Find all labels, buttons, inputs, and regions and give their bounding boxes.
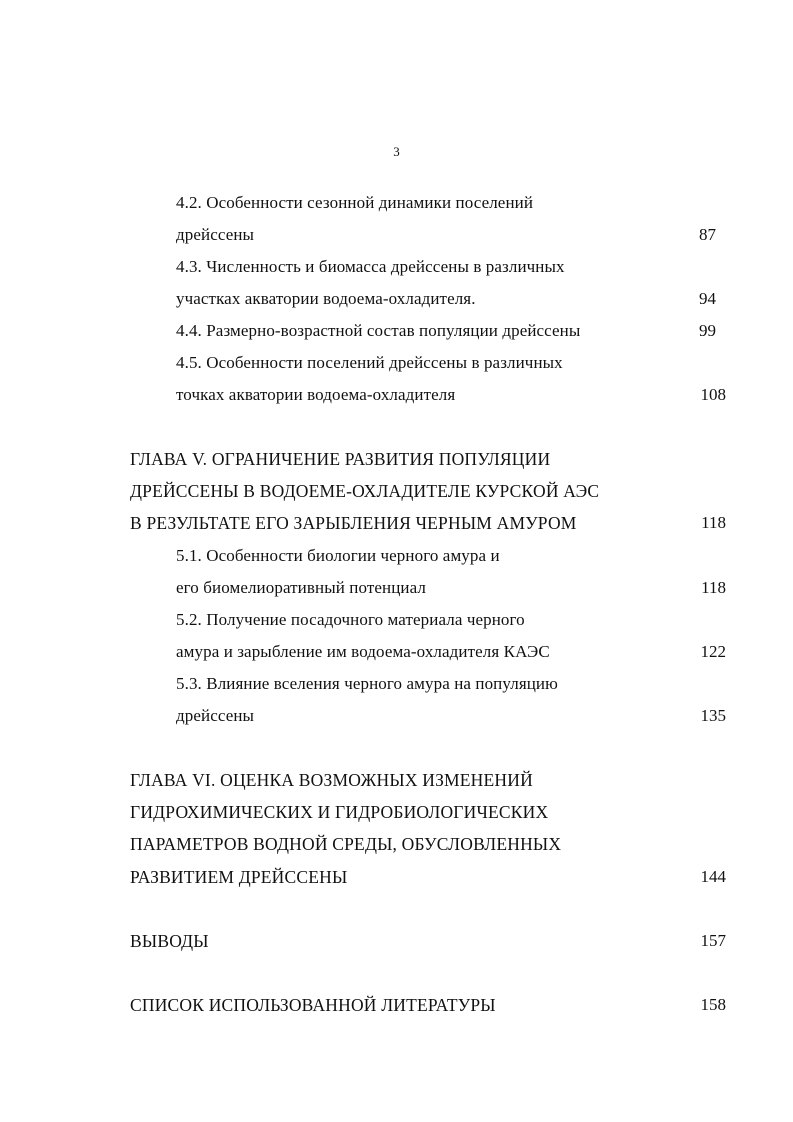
toc-entry-4-3-line1: 4.3. Численность и биомасса дрейссены в различных [176,257,565,276]
toc-chapter-5-line3: В РЕЗУЛЬТАТЕ ЕГО ЗАРЫБЛЕНИЯ ЧЕРНЫМ АМУРОМ [130,513,577,533]
toc-chapter-6-line4: РАЗВИТИЕМ ДРЕЙССЕНЫ [130,867,348,887]
toc-entry-5-3-line2: дрейссены [176,706,255,725]
toc-chapter-5-line1: ГЛАВА V. ОГРАНИЧЕНИЕ РАЗВИТИЯ ПОПУЛЯЦИИ [130,449,551,469]
toc-entry-4-3-line2: участках акватории водоема-охладителя. [176,289,476,308]
toc-chapter-6-page: 144 [700,867,726,886]
toc-chapter-6-line2: ГИДРОХИМИЧЕСКИХ И ГИДРОБИОЛОГИЧЕСКИХ [130,802,549,822]
page-number: 3 [393,144,400,159]
toc-entry-4-2-line2: дрейссены [176,225,255,244]
toc-entry-4-2-line1: 4.2. Особенности сезонной динамики поселений [176,193,534,212]
toc-references: СПИСОК ИСПОЛЬЗОВАННОЙ ЛИТЕРАТУРЫ [130,995,496,1015]
toc-entry-5-2-line2: амура и зарыбление им водоема-охладителя КАЭС [176,642,550,661]
toc-entry-4-3-page: 94 [699,289,716,308]
toc-entry-5-1-line1: 5.1. Особенности биологии черного амура и [176,546,500,565]
toc-entry-5-2-page: 122 [700,642,726,661]
toc-chapter-5-page: 118 [701,513,726,532]
toc-chapter-6-line1: ГЛАВА VI. ОЦЕНКА ВОЗМОЖНЫХ ИЗМЕНЕНИЙ [130,770,533,790]
toc-entry-4-4-page: 99 [699,321,716,340]
toc-entry-5-1-page: 118 [701,578,726,597]
toc-entry-4-5-line2: точках акватории водоема-охладителя [176,385,456,404]
toc-entry-4-4-line1: 4.4. Размерно-возрастной состав популяции дрейссены [176,321,581,340]
toc-entry-5-3-line1: 5.3. Влияние вселения черного амура на популяцию [176,674,558,693]
toc-entry-4-5-line1: 4.5. Особенности поселений дрейссены в различных [176,353,563,372]
toc-entry-4-2-page: 87 [699,225,716,244]
toc-entry-5-3-page: 135 [700,706,726,725]
toc-chapter-6-line3: ПАРАМЕТРОВ ВОДНОЙ СРЕДЫ, ОБУСЛОВЛЕННЫХ [130,834,562,854]
toc-references-page: 158 [700,995,726,1014]
toc-entry-4-5-page: 108 [700,385,726,404]
toc-chapter-5-line2: ДРЕЙССЕНЫ В ВОДОЕМЕ-ОХЛАДИТЕЛЕ КУРСКОЙ АЭС [130,481,600,501]
toc-entry-5-1-line2: его биомелиоративный потенциал [176,578,426,597]
toc-conclusions-page: 157 [700,931,726,950]
toc-conclusions: ВЫВОДЫ [130,931,209,951]
toc-entry-5-2-line1: 5.2. Получение посадочного материала черного [176,610,525,629]
